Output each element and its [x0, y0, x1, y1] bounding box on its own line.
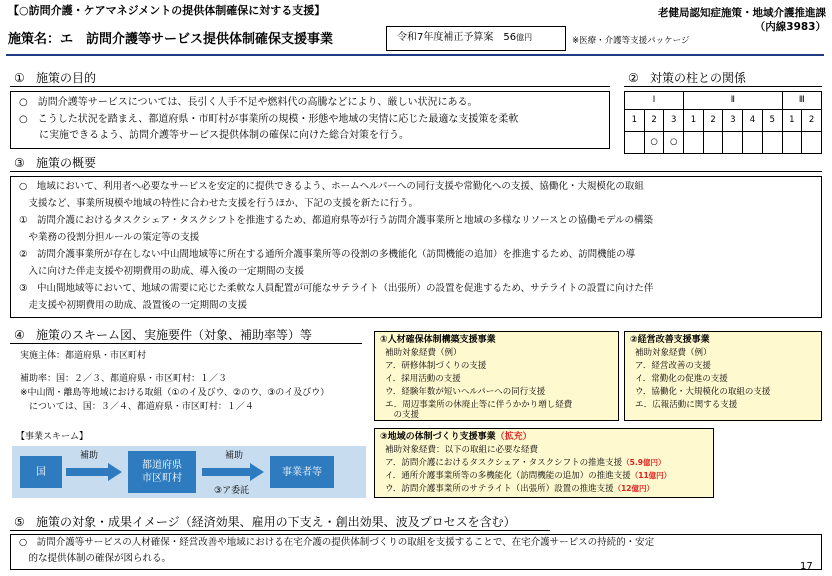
arrow-label-subsidy: 補助 — [225, 451, 244, 461]
support-box-community — [374, 428, 714, 498]
purpose-line: ○ 訪問介護等サービスについては、長引く人手不足や燃料代の高騰などにより、厳しい状況にある。 — [19, 97, 478, 108]
pillar-number: 2 — [644, 110, 664, 132]
pillar-group: Ⅲ — [782, 92, 822, 110]
extension-number: （内線3983） — [754, 21, 826, 33]
overview-line: 入に向けた伴走支援や初期費用の助成、導入後の一定期間の支援 — [19, 266, 305, 277]
section-number: ④ — [14, 328, 25, 342]
section-purpose-heading — [14, 70, 96, 86]
purpose-box — [10, 91, 610, 149]
section-number: ① — [14, 71, 25, 85]
department-name: 老健局認知症施策・地域介護推進課 — [658, 7, 826, 19]
section-title: 施策の対象・成果イメージ（経済効果、雇用の下支え・創出効果、波及プロセスを含む） — [36, 515, 516, 529]
pillar-number: 1 — [625, 110, 645, 132]
support-item-text: ア．訪問介護におけるタスクシェア・タスクシフトの推進支援 — [385, 458, 623, 468]
pillar-mark — [802, 132, 822, 154]
section-pillars-heading — [628, 70, 746, 86]
overview-line: 支援など、事業所規模や地域の特性に合わせた支援を行うほか、下記の支援を新たに行う。 — [19, 198, 419, 209]
pillar-mark — [684, 132, 704, 154]
pillar-number: 3 — [664, 110, 684, 132]
page-title: 施策名：エ 訪問介護等サービス提供体制確保支援事業 — [8, 32, 334, 47]
budget-label: 令和7年度補正予算案 56 — [397, 32, 517, 43]
support-box-title: ②経営改善支援事業 — [630, 335, 710, 345]
support-box-item: エ．広報活動に関する支援 — [635, 400, 738, 410]
support-box-item: エ．周辺事業所の休廃止等に伴うかかり増し経費 — [385, 400, 573, 410]
support-box-subtitle: 補助対象経費：以下の取組に必要な経費 — [385, 445, 539, 455]
section-underline — [10, 530, 550, 531]
pillar-mark: ○ — [664, 132, 684, 154]
pillar-group: Ⅱ — [684, 92, 782, 110]
pillar-number: 5 — [762, 110, 782, 132]
support-box-item: ア．経営改善の支援 — [635, 361, 711, 371]
flow-box-prefecture — [128, 451, 196, 493]
support-box-subtitle: 補助対象経費（例） — [385, 348, 462, 358]
budget-unit: 億円 — [516, 33, 533, 42]
pillar-mark — [762, 132, 782, 154]
pillar-number: 2 — [802, 110, 822, 132]
support-box-title: ①人材確保体制構築支援事業 — [380, 335, 496, 345]
support-box-item: ウ．協働化・大規模化の取組の支援 — [635, 387, 771, 397]
support-box-item — [385, 470, 671, 483]
section-title: 施策の目的 — [36, 71, 97, 85]
pillar-mark — [723, 132, 743, 154]
purpose-line: に実施できるよう、訪問介護等サービス提供体制の確保に向けた総合対策を行う。 — [19, 130, 409, 141]
support-item-amount: （5.9億円） — [622, 458, 666, 467]
support-box-title — [380, 431, 532, 443]
section-underline — [10, 86, 610, 87]
overview-line: ③ 中山間地域等において、地域の需要に応じた柔軟な人員配置が可能なサテライト（出張所）の設置を促進するため、サテライトの設置に向けた伴 — [19, 283, 654, 294]
support-box-item: ウ．経験年数が短いヘルパーへの同行支援 — [385, 387, 546, 397]
overview-line: や業務の役割分担ルールの策定等の支援 — [19, 232, 200, 243]
support-item-text: イ．通所介護事業所等の多機能化（訪問機能の追加）の推進支援 — [385, 471, 631, 481]
overview-line: ○ 地域において、利用者へ必要なサービスを安定的に提供できるよう、ホームヘルパーへの同行支援や常勤化への支援、協働化・大規模化の取組 — [19, 181, 644, 192]
support-box-item — [385, 457, 665, 470]
support-box-item: ア．研修体制づくりの支援 — [385, 361, 487, 371]
overview-line: ① 訪問介護におけるタスクシェア・タスクシフトを推進するため、都道府県等が行う訪問介護事業所と地域の多様なリソースとの協働モデルの構築 — [19, 215, 653, 226]
title-rule — [6, 54, 824, 56]
support-box-item: の支援 — [385, 410, 420, 420]
pillar-mark — [782, 132, 802, 154]
flow-box-national: 国 — [20, 456, 62, 488]
flow-box-prefecture-line: 市区町村 — [142, 473, 182, 484]
support-box-item: イ．採用活動の支援 — [385, 374, 461, 384]
subsidy-rate-note: ※中山間・離島等地域における取組（①のイ及びウ、②のウ、③のイ及びウ） — [20, 388, 330, 398]
pillar-number: 4 — [743, 110, 763, 132]
subsidy-rate-note: については、国：３／４、都道府県・市区町村：１／４ — [20, 402, 254, 412]
flow-box-prefecture-line: 都道府県 — [142, 460, 182, 471]
right-arrow-icon — [66, 463, 122, 481]
section-outcome-heading — [14, 514, 516, 530]
support-box-item: イ．常勤化の促進の支援 — [635, 374, 728, 384]
section-scheme-heading — [14, 327, 312, 343]
expansion-badge: （拡充） — [495, 432, 532, 442]
implementer: 実施主体：都道府県・市区町村 — [20, 351, 147, 361]
right-arrow-icon — [202, 463, 264, 481]
support-box-title-text: ③地域の体制づくり支援事業 — [380, 432, 496, 442]
section-number: ⑤ — [14, 515, 25, 529]
section-title: 施策の概要 — [36, 156, 97, 170]
section-number: ② — [628, 71, 639, 85]
support-box-subtitle: 補助対象経費（例） — [635, 348, 712, 358]
section-underline — [624, 86, 822, 87]
purpose-line: ○ こうした状況を踏まえ、都道府県・市町村が事業所の規模・形態や地域の実情に応じた最適な支援策を柔軟 — [19, 114, 519, 125]
scheme-label: 【事業スキーム】 — [16, 432, 89, 442]
section-title: 対策の柱との関係 — [650, 71, 747, 85]
category-heading: 【○訪問介護・ケアマネジメントの提供体制確保に対する支援】 — [8, 4, 326, 17]
subsidy-rate: 補助率：国：２／３、都道府県・市区町村：１／３ — [20, 374, 228, 384]
pillar-number: 2 — [703, 110, 723, 132]
overview-line: 走支援や初期費用の助成、設置後の一定期間の支援 — [19, 300, 248, 311]
section-underline — [10, 343, 362, 344]
package-note: ※医療・介護等支援パッケージ — [572, 36, 690, 46]
support-box-management — [624, 331, 822, 421]
overview-line: ② 訪問介護事業所が存在しない中山間地域等に所在する通所介護事業所等の役割の多機能化（訪問機能の追加）を推進するため、訪問機能の導 — [19, 249, 636, 260]
pillar-group: Ⅰ — [625, 92, 684, 110]
pillar-number: 3 — [723, 110, 743, 132]
flow-box-operators: 事業者等 — [270, 456, 334, 488]
outcome-box — [10, 534, 822, 570]
section-overview-heading — [14, 155, 96, 171]
section-title: 施策のスキーム図、実施要件（対象、補助率等）等 — [36, 328, 313, 342]
pillar-mark — [703, 132, 723, 154]
pillar-number: 1 — [782, 110, 802, 132]
section-number: ③ — [14, 156, 25, 170]
budget-box — [386, 26, 566, 51]
page-number: 17 — [800, 561, 813, 572]
support-item-amount: （11億円） — [630, 471, 672, 480]
pillar-mark — [743, 132, 763, 154]
arrow-label-subsidy: 補助 — [80, 451, 99, 461]
support-box-hr — [374, 331, 619, 421]
outcome-line: 的な提供体制の確保が図られる。 — [19, 553, 172, 564]
support-item-amount: （12億円） — [613, 484, 655, 493]
outcome-line: ○ 訪問介護等サービスの人材確保・経営改善や地域における在宅介護の提供体制づくりの取組を支援することで、在宅介護サービスの持続的・安定 — [19, 537, 655, 548]
section-underline — [10, 171, 822, 172]
support-item-text: ウ．訪問介護事業所のサテライト（出張所）設置の推進支援 — [385, 484, 614, 494]
arrow-note-delegation: ③ア委託 — [214, 486, 250, 496]
pillar-mark — [625, 132, 645, 154]
pillar-number: 1 — [684, 110, 704, 132]
pillars-table — [624, 91, 822, 154]
pillar-mark: ○ — [644, 132, 664, 154]
overview-box — [10, 176, 822, 318]
support-box-item — [385, 483, 654, 496]
